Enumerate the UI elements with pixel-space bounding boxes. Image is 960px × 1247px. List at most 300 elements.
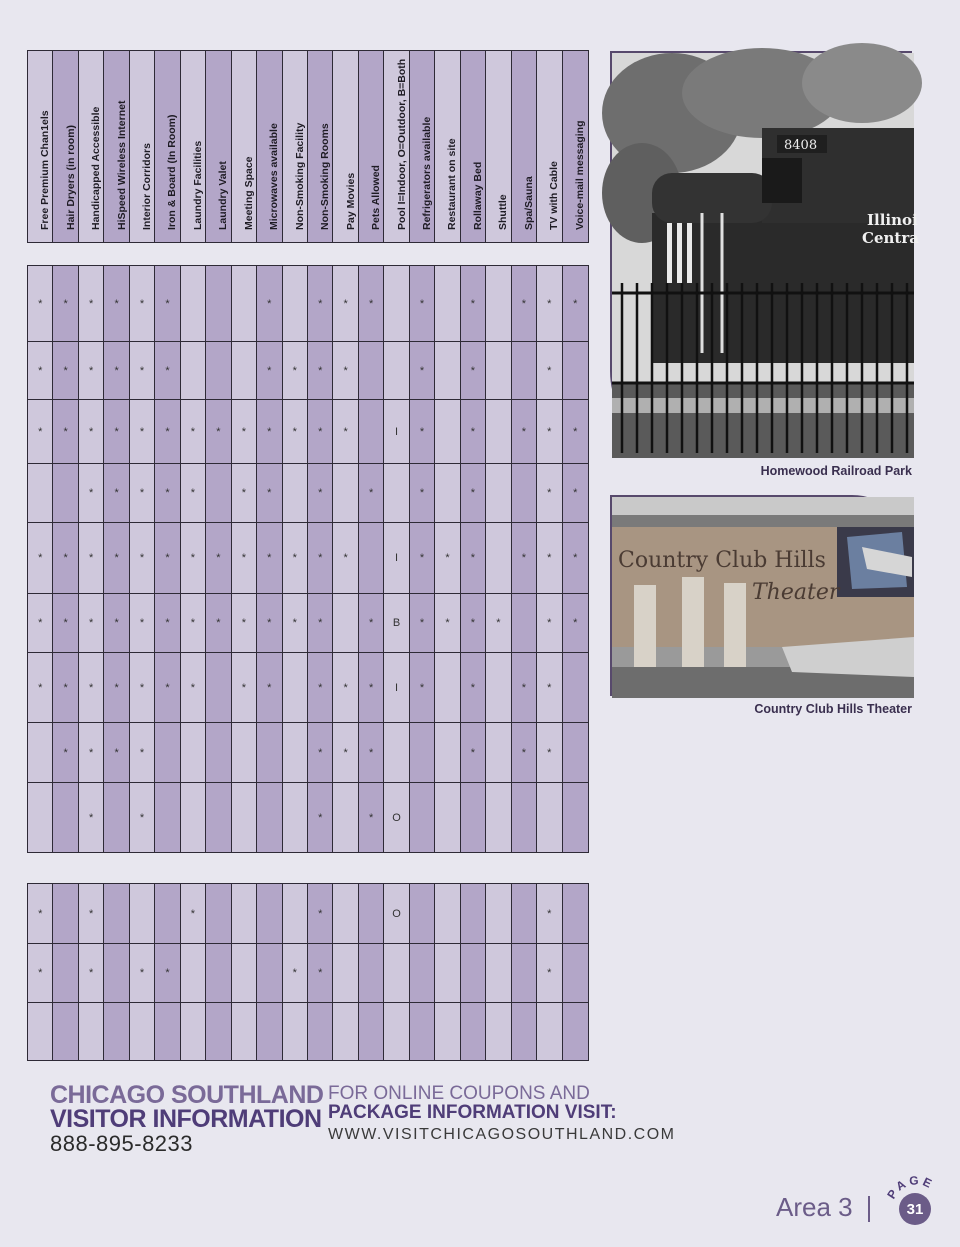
table-cell (486, 653, 511, 723)
column-header-label: Non-Smoking Rooms (319, 123, 332, 230)
table-cell (206, 464, 231, 523)
table-cell: * (206, 523, 231, 594)
table-cell (359, 884, 384, 944)
column-header (359, 51, 384, 242)
railroad-park-caption: Homewood Railroad Park (760, 464, 912, 478)
table-cell: * (28, 523, 53, 594)
table-cell: * (461, 523, 486, 594)
table-cell: * (130, 653, 155, 723)
table-cell (512, 944, 537, 1003)
column-header-label: Restaurant on site (446, 138, 459, 230)
column-header (435, 51, 460, 242)
table-cell (232, 342, 257, 400)
table-cell (232, 266, 257, 342)
table-cell (53, 783, 78, 852)
page-word: PAGE (884, 1173, 937, 1202)
table-cell (257, 944, 282, 1003)
table-cell (283, 653, 308, 723)
column-header-label: Pets Allowed (370, 165, 383, 230)
train-text-1: Illinoi (867, 211, 918, 229)
table-cell: * (461, 400, 486, 464)
column-header-label: Laundry Facilities (191, 140, 204, 230)
column-header (206, 51, 231, 242)
theater-sign-line-2: Theater (752, 580, 840, 605)
table-cell (283, 464, 308, 523)
table-cell: * (130, 266, 155, 342)
table-cell: * (155, 266, 180, 342)
column-header (181, 51, 206, 242)
table-cell: * (104, 342, 129, 400)
table-cell: * (410, 464, 435, 523)
railroad-park-photo (610, 51, 919, 456)
table-cell (53, 1003, 78, 1060)
table-cell: * (308, 266, 333, 342)
table-cell (461, 944, 486, 1003)
theater-caption: Country Club Hills Theater (754, 702, 912, 716)
table-cell: * (79, 523, 104, 594)
table-cell (232, 944, 257, 1003)
table-cell: * (79, 266, 104, 342)
table-cell (486, 342, 511, 400)
table-cell: * (308, 723, 333, 783)
table-cell: * (104, 400, 129, 464)
table-cell: * (155, 342, 180, 400)
table-cell (435, 266, 460, 342)
table-cell: * (410, 523, 435, 594)
table-cell: * (308, 594, 333, 653)
table-cell: * (79, 723, 104, 783)
table-cell: * (104, 594, 129, 653)
table-cell: * (232, 594, 257, 653)
table-cell: * (537, 464, 562, 523)
column-header-label: Handicapped Accessible (90, 106, 103, 230)
table-cell (333, 464, 358, 523)
table-cell: * (53, 266, 78, 342)
table-cell (257, 1003, 282, 1060)
table-cell (181, 266, 206, 342)
column-header (461, 51, 486, 242)
table-cell: * (79, 342, 104, 400)
table-cell (181, 342, 206, 400)
table-cell (563, 1003, 588, 1060)
column-header-label: Free Premium Chan1els (39, 110, 52, 230)
table-cell (283, 723, 308, 783)
column-header (410, 51, 435, 242)
table-cell (359, 400, 384, 464)
table-cell (181, 1003, 206, 1060)
table-cell: * (104, 523, 129, 594)
table-cell: * (563, 400, 588, 464)
amenities-table-1 (27, 265, 589, 853)
table-cell (232, 783, 257, 852)
table-cell (53, 884, 78, 944)
table-cell (384, 723, 409, 783)
table-cell (232, 884, 257, 944)
column-header (384, 51, 409, 242)
column-header-label: Interior Corridors (141, 143, 154, 230)
table-cell: * (537, 594, 562, 653)
table-cell: * (435, 523, 460, 594)
table-cell: * (537, 400, 562, 464)
table-cell (206, 884, 231, 944)
table-cell: * (28, 266, 53, 342)
amenities-table-2 (27, 883, 589, 1061)
table-cell (537, 1003, 562, 1060)
table-cell: * (155, 653, 180, 723)
table-cell (206, 944, 231, 1003)
column-header (155, 51, 180, 242)
table-cell: * (130, 523, 155, 594)
theater-photo (610, 495, 912, 696)
table-cell (563, 783, 588, 852)
table-cell (181, 944, 206, 1003)
table-cell (79, 1003, 104, 1060)
table-cell: * (257, 342, 282, 400)
table-cell: * (257, 523, 282, 594)
column-header-label: Microwaves available (268, 123, 281, 230)
table-cell (384, 464, 409, 523)
table-cell (206, 723, 231, 783)
table-cell (512, 884, 537, 944)
table-cell (257, 723, 282, 783)
column-header (283, 51, 308, 242)
table-cell: * (308, 884, 333, 944)
table-cell: * (359, 464, 384, 523)
table-cell: * (512, 266, 537, 342)
table-cell (461, 1003, 486, 1060)
table-cell: * (333, 653, 358, 723)
table-cell: * (461, 342, 486, 400)
table-cell (359, 944, 384, 1003)
table-cell: * (130, 464, 155, 523)
table-cell: * (461, 723, 486, 783)
table-cell: * (333, 400, 358, 464)
table-cell: * (79, 783, 104, 852)
table-cell (512, 783, 537, 852)
table-cell (435, 944, 460, 1003)
table-cell (410, 1003, 435, 1060)
table-cell (359, 523, 384, 594)
area-divider (868, 1196, 870, 1222)
table-cell (512, 342, 537, 400)
area-label: Area 3 (776, 1192, 853, 1222)
table-cell: * (410, 400, 435, 464)
column-header-label: Rollaway Bed (471, 161, 484, 230)
table-cell: * (28, 342, 53, 400)
table-cell (435, 653, 460, 723)
table-cell: * (232, 523, 257, 594)
table-cell: * (155, 464, 180, 523)
column-header-label: Hair Dryers (in room) (64, 124, 77, 230)
table-cell: * (563, 464, 588, 523)
table-cell: * (537, 653, 562, 723)
column-header-label: Voice-mail messaging (574, 120, 587, 230)
column-header (333, 51, 358, 242)
page-number: 31 (899, 1193, 931, 1225)
table-cell (155, 783, 180, 852)
table-cell (435, 783, 460, 852)
table-cell: * (232, 464, 257, 523)
table-cell: * (283, 342, 308, 400)
table-cell (486, 884, 511, 944)
table-cell: O (384, 884, 409, 944)
table-cell: * (206, 594, 231, 653)
table-cell (333, 1003, 358, 1060)
table-cell (155, 884, 180, 944)
amenities-header (27, 50, 589, 243)
table-cell (486, 400, 511, 464)
table-cell: * (563, 266, 588, 342)
train-number: 8408 (784, 138, 818, 153)
table-cell: * (537, 944, 562, 1003)
column-header (104, 51, 129, 242)
table-cell: * (308, 944, 333, 1003)
table-cell (232, 723, 257, 783)
table-cell: * (410, 342, 435, 400)
table-cell: * (308, 523, 333, 594)
table-cell: * (461, 266, 486, 342)
table-cell (563, 944, 588, 1003)
table-cell: * (104, 653, 129, 723)
column-header (537, 51, 562, 242)
table-cell (384, 1003, 409, 1060)
table-cell: * (28, 884, 53, 944)
table-cell: * (563, 594, 588, 653)
table-cell: * (359, 266, 384, 342)
table-cell: * (537, 342, 562, 400)
table-cell: * (257, 594, 282, 653)
table-cell: * (308, 653, 333, 723)
column-header-label: Iron & Board (In Room) (166, 114, 179, 230)
table-cell (486, 464, 511, 523)
table-cell (206, 783, 231, 852)
table-cell: * (486, 594, 511, 653)
table-cell (435, 400, 460, 464)
table-cell: * (512, 723, 537, 783)
table-cell (486, 944, 511, 1003)
table-cell (333, 594, 358, 653)
table-cell: * (359, 653, 384, 723)
table-cell (537, 783, 562, 852)
table-cell: I (384, 653, 409, 723)
table-cell: * (461, 653, 486, 723)
table-cell (28, 723, 53, 783)
table-cell: * (537, 266, 562, 342)
table-cell (155, 723, 180, 783)
column-header-label: Pay Movies (344, 172, 357, 230)
table-cell (155, 1003, 180, 1060)
table-cell: * (181, 594, 206, 653)
table-cell: * (155, 400, 180, 464)
table-cell: * (181, 653, 206, 723)
table-cell: B (384, 594, 409, 653)
column-header (257, 51, 282, 242)
table-cell (563, 342, 588, 400)
column-header (130, 51, 155, 242)
table-cell: * (232, 400, 257, 464)
column-header (53, 51, 78, 242)
table-cell (181, 783, 206, 852)
table-cell (384, 944, 409, 1003)
table-cell: * (130, 783, 155, 852)
table-cell: * (283, 944, 308, 1003)
table-cell (206, 342, 231, 400)
table-cell: * (155, 523, 180, 594)
table-cell: * (512, 523, 537, 594)
table-cell (308, 1003, 333, 1060)
table-cell: * (53, 342, 78, 400)
table-cell: * (53, 653, 78, 723)
table-cell (410, 783, 435, 852)
table-cell: * (359, 723, 384, 783)
table-cell (53, 944, 78, 1003)
table-cell: * (28, 594, 53, 653)
visit-url-link[interactable]: WWW.VISITCHICAGOSOUTHLAND.COM (328, 1126, 676, 1143)
table-cell: * (308, 342, 333, 400)
table-cell (283, 783, 308, 852)
table-cell: * (410, 653, 435, 723)
table-cell (512, 1003, 537, 1060)
table-cell: I (384, 523, 409, 594)
table-cell: O (384, 783, 409, 852)
table-cell: * (79, 653, 104, 723)
table-cell: * (130, 400, 155, 464)
table-cell: * (257, 400, 282, 464)
column-header-label: Shuttle (497, 194, 510, 230)
table-cell (461, 783, 486, 852)
table-cell: * (410, 266, 435, 342)
column-header-label: Meeting Space (242, 156, 255, 230)
table-cell (181, 723, 206, 783)
table-cell: * (130, 944, 155, 1003)
table-cell (563, 884, 588, 944)
table-cell: * (155, 944, 180, 1003)
table-cell (486, 266, 511, 342)
table-cell: * (333, 266, 358, 342)
table-cell: * (563, 523, 588, 594)
table-cell: * (79, 594, 104, 653)
table-cell (512, 464, 537, 523)
table-cell: * (53, 594, 78, 653)
table-cell: * (537, 884, 562, 944)
table-cell (384, 266, 409, 342)
table-cell: * (257, 464, 282, 523)
column-header-label: Non-Smoking Facility (293, 122, 306, 230)
table-cell: * (308, 464, 333, 523)
table-cell (461, 884, 486, 944)
table-cell (28, 1003, 53, 1060)
table-cell (359, 342, 384, 400)
table-cell (486, 723, 511, 783)
table-cell (206, 653, 231, 723)
visitor-title-line-1: CHICAGO SOUTHLAND (50, 1081, 324, 1109)
table-cell: * (333, 342, 358, 400)
table-cell: * (181, 400, 206, 464)
table-cell: * (435, 594, 460, 653)
column-header (28, 51, 53, 242)
table-cell (206, 1003, 231, 1060)
table-cell: * (104, 464, 129, 523)
column-header-label: Laundry Valet (217, 161, 230, 230)
table-cell (512, 594, 537, 653)
column-header (512, 51, 537, 242)
table-cell (410, 723, 435, 783)
table-cell (130, 884, 155, 944)
table-cell: * (333, 723, 358, 783)
table-cell: * (512, 400, 537, 464)
train-text-2: Centra (862, 229, 919, 247)
table-cell: * (28, 400, 53, 464)
table-cell: * (181, 464, 206, 523)
table-cell (486, 523, 511, 594)
table-cell (359, 1003, 384, 1060)
table-cell: * (359, 783, 384, 852)
table-cell (563, 653, 588, 723)
column-header-label: Spa/Sauna (522, 176, 535, 230)
table-cell (410, 884, 435, 944)
table-cell (53, 464, 78, 523)
table-cell (435, 723, 460, 783)
table-cell (435, 464, 460, 523)
column-header-label: Pool I=Indoor, O=Outdoor, B=Both (395, 58, 408, 230)
table-cell: * (283, 523, 308, 594)
table-cell: * (28, 944, 53, 1003)
table-cell (435, 342, 460, 400)
column-header (308, 51, 333, 242)
table-cell: * (257, 653, 282, 723)
column-header-label: Refrigerators available (421, 116, 434, 230)
table-cell: * (283, 594, 308, 653)
table-cell: * (512, 653, 537, 723)
table-cell (104, 944, 129, 1003)
table-cell: * (461, 594, 486, 653)
table-cell: * (79, 464, 104, 523)
table-cell (232, 1003, 257, 1060)
table-cell: I (384, 400, 409, 464)
coupon-line-1: FOR ONLINE COUPONS AND (328, 1083, 590, 1104)
table-cell (283, 884, 308, 944)
table-cell: * (333, 523, 358, 594)
table-cell: * (79, 400, 104, 464)
column-header (232, 51, 257, 242)
table-cell: * (28, 653, 53, 723)
table-cell: * (79, 944, 104, 1003)
visitor-phone: 888-895-8233 (50, 1131, 194, 1156)
table-cell (104, 1003, 129, 1060)
table-cell (257, 783, 282, 852)
table-cell: * (283, 400, 308, 464)
table-cell (333, 884, 358, 944)
table-cell: * (53, 523, 78, 594)
table-cell (333, 783, 358, 852)
table-cell (28, 783, 53, 852)
table-cell: * (130, 723, 155, 783)
table-cell: * (181, 523, 206, 594)
table-cell (435, 1003, 460, 1060)
table-cell: * (206, 400, 231, 464)
table-cell (486, 783, 511, 852)
theater-sign-line-1: Country Club Hills (618, 548, 826, 573)
coupon-line-2: PACKAGE INFORMATION VISIT: (328, 1102, 617, 1123)
table-cell: * (53, 723, 78, 783)
table-cell (410, 944, 435, 1003)
table-cell: * (257, 266, 282, 342)
table-cell: * (181, 884, 206, 944)
table-cell (104, 783, 129, 852)
table-cell (206, 266, 231, 342)
table-cell (563, 723, 588, 783)
column-header-label: TV with Cable (548, 161, 561, 230)
